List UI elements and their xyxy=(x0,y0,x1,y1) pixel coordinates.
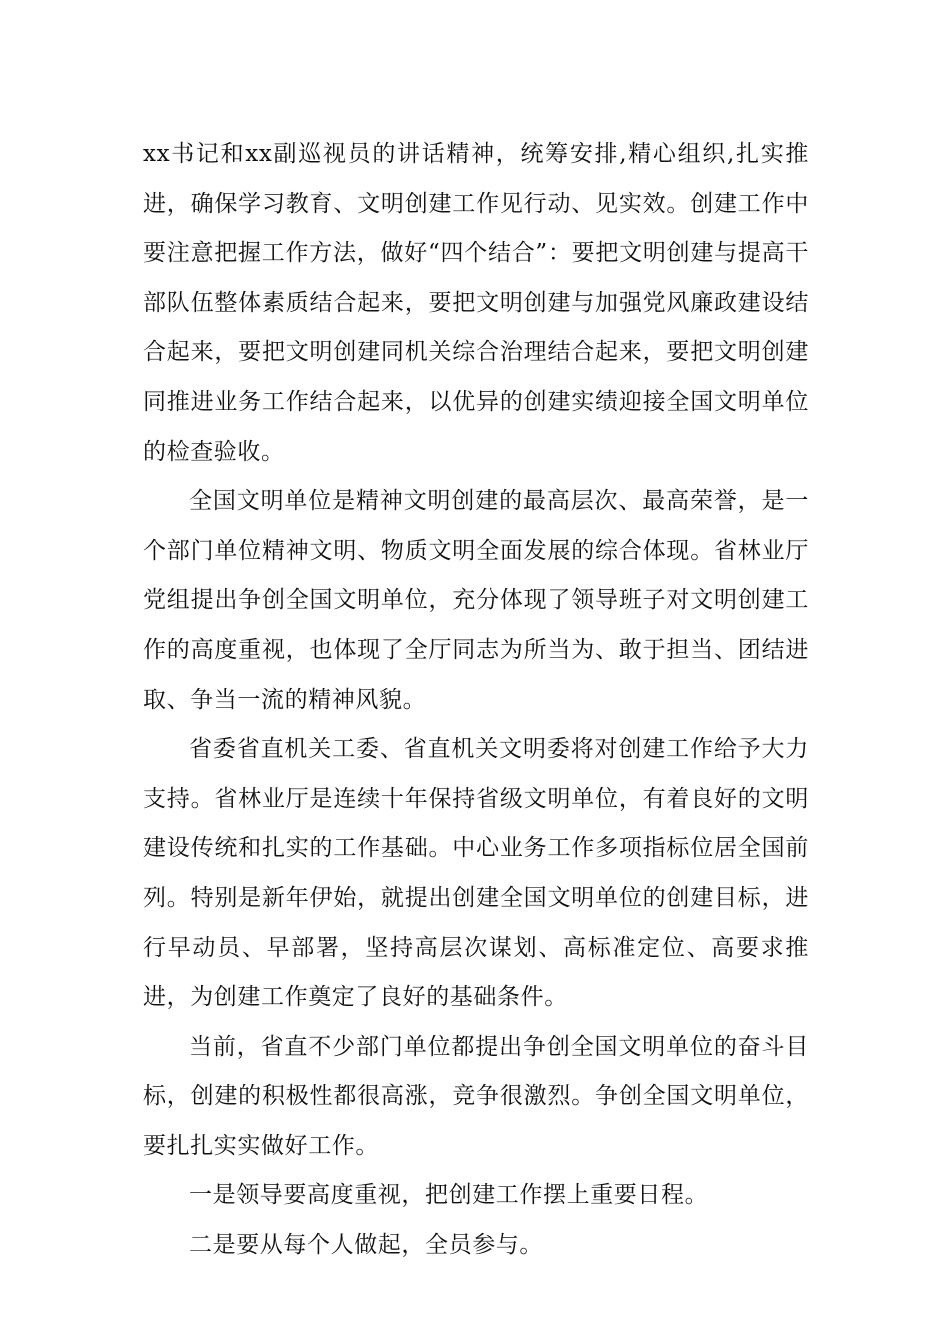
paragraph: 一是领导要高度重视，把创建工作摆上重要日程。 xyxy=(189,1182,709,1209)
paragraph: 当前，省直不少部门单位都提出争创全国文明单位的奋斗目标，创建的积极性都很高涨，竞争很激烈。争创全国文明单位，要扎扎实实做好工作。 xyxy=(143,1033,809,1159)
document-body xyxy=(143,130,809,1271)
paragraph: 全国文明单位是精神文明创建的最高层次、最高荣誉，是一个部门单位精神文明、物质文明全面发展的综合体现。省林业厅党组提出争创全国文明单位，充分体现了领导班子对文明创建工作的高度重视，也体现了全厅同志为所当为、敢于担当、团结进取、争当一流的精神风貌。 xyxy=(143,488,809,713)
paragraph: 省委省直机关工委、省直机关文明委将对创建工作给予大力支持。省林业厅是连续十年保持省级文明单位，有着良好的文明建设传统和扎实的工作基础。中心业务工作多项指标位居全国前列。特别是新年伊始，就提出创建全国文明单位的创建目标，进行早动员、早部署，坚持高层次谋划、高标准定位、高要求推进，为创建工作奠定了良好的基础条件。 xyxy=(143,736,809,1011)
paragraph: 二是要从每个人做起，全员参与。 xyxy=(189,1232,543,1259)
paragraph-continuation: xx书记和xx副巡视员的讲话精神，统筹安排,精心组织,扎实推进，确保学习教育、文明创建工作见行动、见实效。创建工作中要注意把握工作方法，做好“四个结合”：要把文明创建与提高干部队伍整体素质结合起来，要把文明创建与加强党风廉政建设结合起来，要把文明创建同机关综合治理结合起来，要把文明创建同推进业务工作结合起来，以优异的创建实绩迎接全国文明单位的检查验收。 xyxy=(143,141,809,465)
